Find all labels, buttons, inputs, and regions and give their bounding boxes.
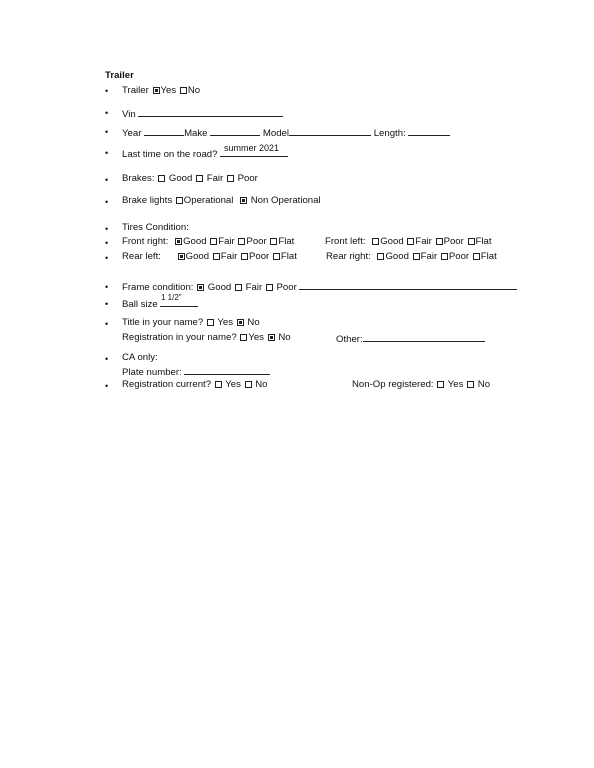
year-label: Year [122, 128, 142, 139]
rear-left-flat-checkbox[interactable] [273, 253, 280, 260]
trailer-yes-checkbox[interactable] [153, 87, 160, 94]
rear-left-poor-label: Poor [248, 251, 270, 262]
frame-good-checkbox[interactable] [197, 284, 204, 291]
brakes-poor-checkbox[interactable] [227, 175, 234, 182]
title-name-yes-label: Yes [217, 317, 234, 328]
brake-lights-non-operational-checkbox[interactable] [240, 197, 247, 204]
frame-poor-checkbox[interactable] [266, 284, 273, 291]
ball-size-label: Ball size [122, 299, 158, 310]
rear-left-fair-checkbox[interactable] [213, 253, 220, 260]
brakes-good-checkbox[interactable] [158, 175, 165, 182]
trailer-row [122, 85, 200, 96]
plate-field[interactable] [184, 365, 270, 375]
brakes-label: Brakes: [122, 173, 155, 184]
bullet: • [105, 299, 109, 309]
rear-right-fair-label: Fair [420, 251, 438, 262]
rear-right-good-label: Good [385, 251, 409, 262]
frame-good-label: Good [207, 282, 232, 293]
vin-label: Vin [122, 109, 136, 120]
non-op-yes-label: Yes [447, 379, 464, 390]
brakes-good-label: Good [168, 173, 193, 184]
rear-left-label: Rear left: [122, 251, 161, 262]
registration-name-row [122, 332, 291, 343]
brakes-fair-label: Fair [206, 173, 224, 184]
brake-lights-operational-checkbox[interactable] [176, 197, 183, 204]
bullet: • [105, 148, 109, 158]
rear-right-fair-checkbox[interactable] [413, 253, 420, 260]
registration-name-yes-label: Yes [248, 332, 264, 343]
rear-left-good-checkbox[interactable] [178, 253, 185, 260]
brakes-row [122, 173, 258, 184]
registration-other-field[interactable] [363, 332, 485, 342]
rear-left-fair-label: Fair [220, 251, 238, 262]
model-field[interactable] [289, 126, 371, 136]
front-left-flat-label: Flat [475, 236, 492, 247]
front-right-label: Front right: [122, 236, 169, 247]
front-left-row [325, 236, 492, 247]
registration-name-label: Registration in your name? [122, 332, 237, 343]
registration-other-label: Other: [336, 334, 363, 345]
brake-lights-row [122, 195, 321, 206]
year-row [122, 126, 450, 139]
last-time-label: Last time on the road? [122, 149, 218, 160]
ball-size-value: 1 1/2" [161, 293, 182, 302]
registration-current-no-checkbox[interactable] [245, 381, 252, 388]
rear-right-flat-label: Flat [480, 251, 497, 262]
tires-label: Tires Condition: [122, 222, 189, 233]
rear-left-flat-label: Flat [280, 251, 297, 262]
vin-row [122, 107, 283, 120]
non-op-row [352, 379, 490, 390]
front-left-fair-label: Fair [415, 236, 432, 247]
bullet: • [105, 175, 109, 185]
front-left-fair-checkbox[interactable] [407, 238, 414, 245]
front-right-good-label: Good [183, 236, 207, 247]
vin-field[interactable] [138, 107, 283, 117]
brakes-fair-checkbox[interactable] [196, 175, 203, 182]
rear-left-good-label: Good [185, 251, 210, 262]
front-right-poor-checkbox[interactable] [238, 238, 245, 245]
section-title: Trailer [105, 70, 134, 81]
plate-label: Plate number: [122, 367, 182, 378]
last-time-value: summer 2021 [224, 143, 280, 153]
length-label: Length: [373, 128, 406, 139]
brake-lights-label: Brake lights [122, 195, 173, 206]
registration-current-yes-label: Yes [225, 379, 241, 390]
rear-right-poor-label: Poor [448, 251, 470, 262]
make-field[interactable] [210, 126, 260, 136]
front-left-good-checkbox[interactable] [372, 238, 379, 245]
front-left-flat-checkbox[interactable] [468, 238, 475, 245]
make-label: Make [184, 128, 208, 139]
rear-right-label: Rear right: [326, 251, 371, 262]
bullet: • [105, 319, 109, 329]
non-op-no-label: No [477, 379, 491, 390]
trailer-yes-label: Yes [160, 85, 177, 96]
title-name-no-checkbox[interactable] [237, 319, 244, 326]
rear-left-poor-checkbox[interactable] [241, 253, 248, 260]
trailer-no-checkbox[interactable] [180, 87, 187, 94]
bullet: • [105, 108, 109, 118]
registration-current-row [122, 379, 268, 390]
front-right-poor-label: Poor [246, 236, 267, 247]
length-field[interactable] [408, 126, 450, 136]
frame-label: Frame condition: [122, 282, 194, 293]
bullet: • [105, 238, 109, 248]
front-left-good-label: Good [380, 236, 404, 247]
brake-lights-non-operational-label: Non Operational [250, 195, 321, 206]
registration-other-row [336, 332, 485, 345]
title-name-yes-checkbox[interactable] [207, 319, 214, 326]
registration-name-no-checkbox[interactable] [268, 334, 275, 341]
title-name-label: Title in your name? [122, 317, 204, 328]
registration-name-no-label: No [278, 332, 291, 343]
title-name-no-label: No [247, 317, 260, 328]
title-name-row [122, 317, 260, 328]
frame-fair-checkbox[interactable] [235, 284, 242, 291]
trailer-label: Trailer [122, 85, 149, 96]
bullet: • [105, 282, 109, 292]
bullet: • [105, 224, 109, 234]
front-right-fair-checkbox[interactable] [210, 238, 217, 245]
front-right-flat-label: Flat [278, 236, 295, 247]
registration-current-yes-checkbox[interactable] [215, 381, 222, 388]
frame-poor-label: Poor [276, 282, 297, 293]
rear-right-good-checkbox[interactable] [377, 253, 384, 260]
non-op-yes-checkbox[interactable] [437, 381, 444, 388]
frame-fair-label: Fair [245, 282, 263, 293]
bullet: • [105, 381, 109, 391]
year-field[interactable] [144, 126, 184, 136]
front-left-poor-checkbox[interactable] [436, 238, 443, 245]
brake-lights-operational-label: Operational [183, 195, 234, 206]
front-right-fair-label: Fair [218, 236, 235, 247]
front-right-flat-checkbox[interactable] [270, 238, 277, 245]
rear-right-row [326, 251, 497, 262]
front-left-poor-label: Poor [443, 236, 464, 247]
bullet: • [105, 354, 109, 364]
bullet: • [105, 197, 109, 207]
non-op-no-checkbox[interactable] [467, 381, 474, 388]
rear-left-row [122, 251, 297, 262]
frame-notes-field[interactable] [299, 280, 517, 290]
model-label: Model [262, 128, 290, 139]
front-left-label: Front left: [325, 236, 366, 247]
bullet: • [105, 86, 109, 96]
plate-row [122, 365, 270, 378]
registration-current-label: Registration current? [122, 379, 212, 390]
rear-right-flat-checkbox[interactable] [473, 253, 480, 260]
registration-name-yes-checkbox[interactable] [240, 334, 247, 341]
bullet: • [105, 127, 109, 137]
frame-row [122, 280, 517, 293]
front-right-good-checkbox[interactable] [175, 238, 182, 245]
bullet: • [105, 253, 109, 263]
non-op-label: Non-Op registered: [352, 379, 434, 390]
brakes-poor-label: Poor [237, 173, 258, 184]
registration-current-no-label: No [255, 379, 268, 390]
rear-right-poor-checkbox[interactable] [441, 253, 448, 260]
trailer-no-label: No [187, 85, 201, 96]
ca-only-label: CA only: [122, 352, 158, 363]
front-right-row [122, 236, 294, 247]
